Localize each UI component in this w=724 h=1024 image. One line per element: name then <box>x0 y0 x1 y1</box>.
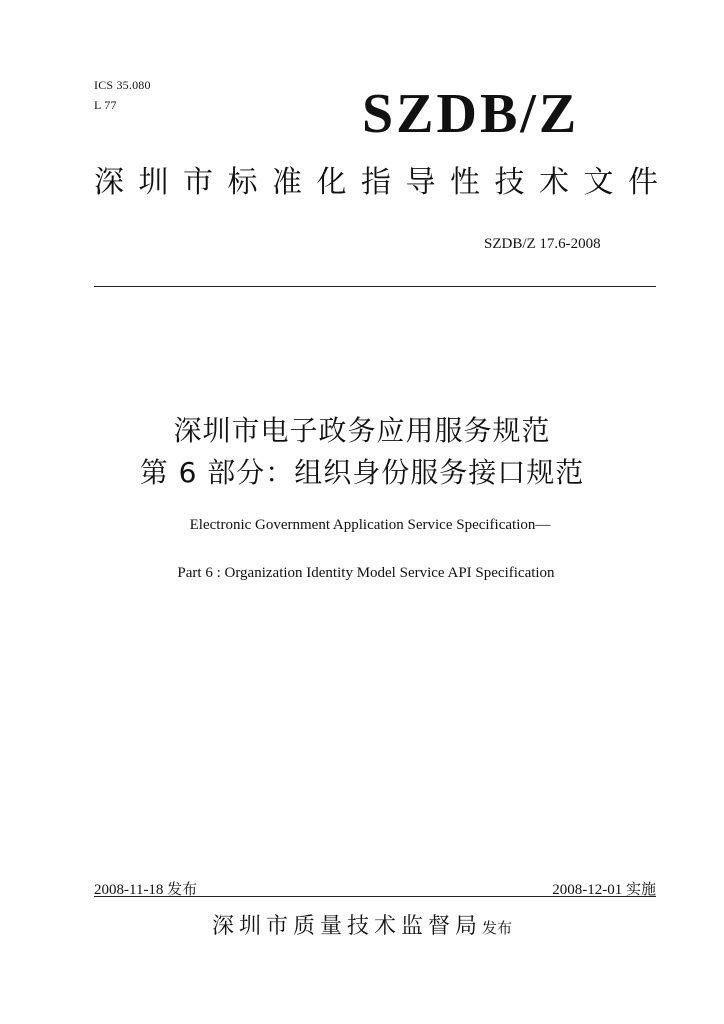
doc-type-char: 化 <box>316 165 347 200</box>
title-english-line-1: Electronic Government Application Service Specification— <box>189 517 551 533</box>
doc-type-char: 术 <box>539 165 569 200</box>
standard-logo: SZDB/Z <box>362 83 580 145</box>
ccs-code: L 77 <box>94 98 117 112</box>
publisher-suffix: 发布 <box>482 919 513 937</box>
doc-type-char: 深 <box>94 165 124 200</box>
publisher-name: 深圳市质量技术监督局 <box>211 914 482 939</box>
header-divider <box>94 286 656 287</box>
doc-type-char: 准 <box>272 165 302 200</box>
footer-divider <box>94 896 656 897</box>
standard-number: SZDB/Z 17.6-2008 <box>484 236 601 252</box>
doc-type-char: 指 <box>361 165 391 200</box>
doc-type-char: 标 <box>227 165 258 200</box>
document-type-heading <box>94 165 658 200</box>
ics-code: ICS 35.080 <box>94 78 151 92</box>
implementation-date: 2008-12-01 实施 <box>552 882 656 898</box>
doc-type-char: 技 <box>494 165 525 200</box>
title-chinese-line-2: 第 6 部分：组织身份服务接口规范 <box>139 456 585 489</box>
publisher <box>0 916 724 938</box>
doc-type-char: 导 <box>405 165 436 200</box>
title-chinese-line-1: 深圳市电子政务应用服务规范 <box>173 414 551 447</box>
doc-type-char: 文 <box>583 165 614 200</box>
doc-type-char: 市 <box>183 165 213 200</box>
issue-date: 2008-11-18 发布 <box>94 882 198 898</box>
doc-type-char: 性 <box>450 165 480 200</box>
title-english-line-2: Part 6 : Organization Identity Model Service API Specification <box>177 565 555 581</box>
doc-type-char: 件 <box>628 165 658 200</box>
doc-type-char: 圳 <box>138 165 169 200</box>
